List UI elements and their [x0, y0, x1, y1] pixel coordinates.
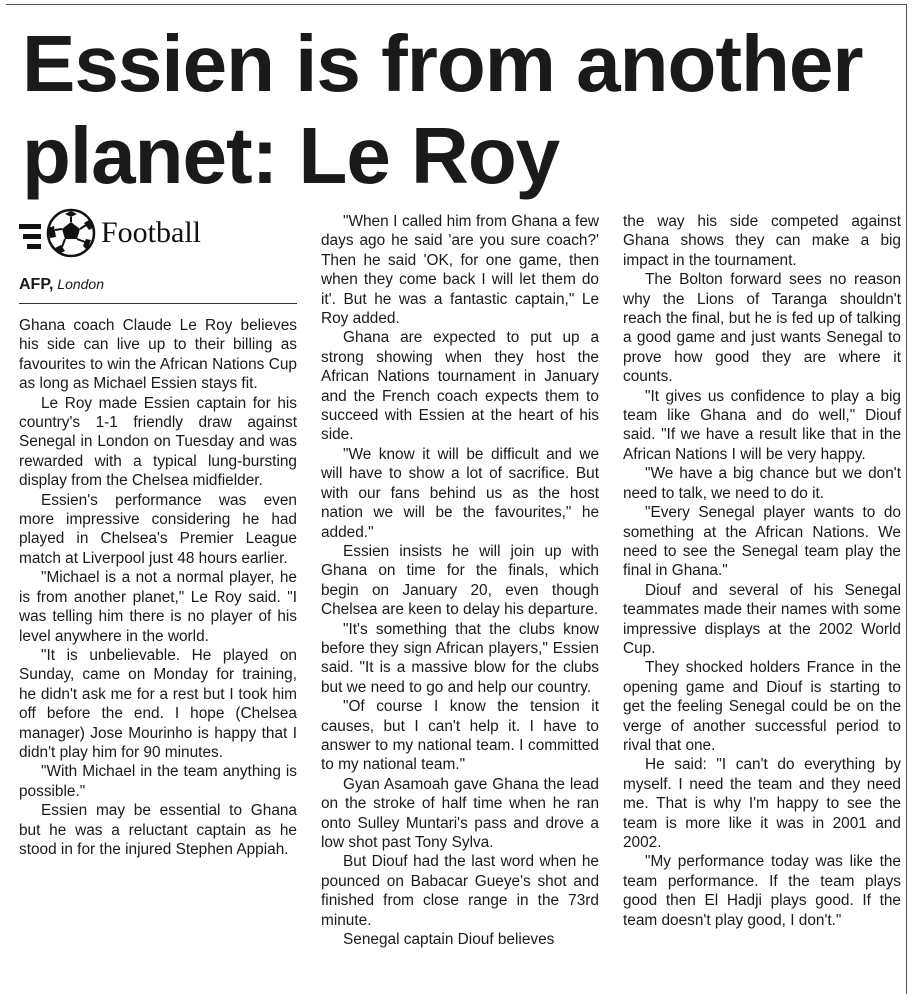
article-paragraph: "When I called him from Ghana a few days ago he said 'are you sure coach?' Then he said 'OK, for one game, then when they come back I will let them do it'. But he was a fantastic captain," Le Roy added.: [321, 213, 599, 328]
article-paragraph: Gyan Asamoah gave Ghana the lead on the stroke of half time when he ran onto Sulley Muntari's pass and drove a low shot past Tony Sylva.: [321, 775, 599, 851]
article-paragraph: Essien may be essential to Ghana but he was a reluctant captain as he stood in for the injured Stephen Appiah.: [19, 802, 297, 858]
section-badge: [19, 208, 201, 258]
article-paragraph: "It gives us confidence to play a big team like Ghana and do well," Diouf said. "If we have a result like that in the African Nations I will be very happy.: [623, 387, 901, 463]
article-paragraph: Ghana coach Claude Le Roy believes his side can live up to their billing as favourites to win the African Nations Cup as long as Michael Essien stays fit.: [19, 317, 297, 393]
article-column-3: [623, 212, 901, 930]
article-column-2: [321, 212, 599, 949]
byline-place: London: [57, 276, 104, 292]
article-paragraph: "We have a big chance but we don't need to talk, we need to do it.: [623, 465, 901, 502]
article-paragraph: "Michael is a not a normal player, he is from another planet," Le Roy said. "I was telling him there is no player of his level anywhere in the world.: [19, 569, 297, 645]
article-paragraph: Essien insists he will join up with Ghana on time for the finals, which begin on January 20, even though Chelsea are keen to delay his departure.: [321, 542, 599, 619]
article-paragraph: "My performance today was like the team performance. If the team plays good then El Hadji plays good. If the team doesn't play good, I don't.": [623, 853, 901, 929]
page-border-right: [906, 4, 907, 994]
football-icon: [19, 208, 99, 258]
article-paragraph: "Of course I know the tension it causes, but I can't help it. I have to answer to my national team. I committed to my national team.": [321, 698, 599, 774]
headline: [22, 18, 902, 202]
article-paragraph: Ghana are expected to put up a strong showing when they host the African Nations tournament in January and the French coach expects them to succeed with Essien at the heart of his side.: [321, 329, 599, 444]
article-paragraph: "It is unbelievable. He played on Sunday, came on Monday for training, he didn't ask me for a rest but I took him off before the end. I hope (Chelsea manager) Jose Mourinho is happy that I didn't play him for 90 minutes.: [19, 646, 297, 761]
article-paragraph: Essien's performance was even more impressive considering he had played in Chelsea's Premier League match at Liverpool just 48 hours earlier.: [19, 491, 297, 567]
article-paragraph: They shocked holders France in the opening game and Diouf is starting to get the feeling Senegal could be on the verge of another successful period to rival that one.: [623, 659, 901, 754]
article-paragraph: But Diouf had the last word when he pounced on Babacar Gueye's shot and finished from close range in the 73rd minute.: [321, 853, 599, 929]
article-paragraph: The Bolton forward sees no reason why the Lions of Taranga shouldn't reach the final, but he is fed up of talking a good game and just wants Senegal to prove how good they are where it counts.: [623, 271, 901, 386]
headline-line: planet: Le Roy: [22, 111, 560, 200]
article-column-1: [19, 316, 297, 859]
article-paragraph: "With Michael in the team anything is possible.": [19, 763, 297, 800]
article-paragraph: "Every Senegal player wants to do something at the African Nations. We need to see the Senegal team play the final in Ghana.": [623, 504, 901, 580]
article-paragraph: the way his side competed against Ghana shows they can make a big impact in the tournament.: [623, 213, 901, 269]
article-paragraph: Le Roy made Essien captain for his country's 1-1 friendly draw against Senegal in London on Tuesday and was rewarded with a typical lung-bursting display from the Chelsea midfielder.: [19, 394, 297, 490]
byline: [19, 276, 297, 304]
section-label: Football: [101, 216, 202, 249]
byline-agency: AFP,: [19, 276, 54, 293]
article-paragraph: Senegal captain Diouf believes: [343, 931, 555, 949]
article-paragraph: "It's something that the clubs know before they sign African players," Essien said. "It is a massive blow for the clubs but we need to go and help our country.: [321, 620, 599, 696]
article-paragraph: He said: "I can't do everything by myself. I need the team and they need me. That is why I'm happy to see the team is more like it was in 2001 and 2002.: [623, 756, 901, 851]
page-border-top: [6, 4, 906, 5]
headline-line: Essien is from another: [22, 19, 863, 108]
article-paragraph: Diouf and several of his Senegal teammates made their names with some impressive displays at the 2002 World Cup.: [623, 581, 901, 657]
article-paragraph: "We know it will be difficult and we will have to show a lot of sacrifice. But with our fans behind us as the host nation we will be the favourites," he added.": [321, 445, 599, 541]
